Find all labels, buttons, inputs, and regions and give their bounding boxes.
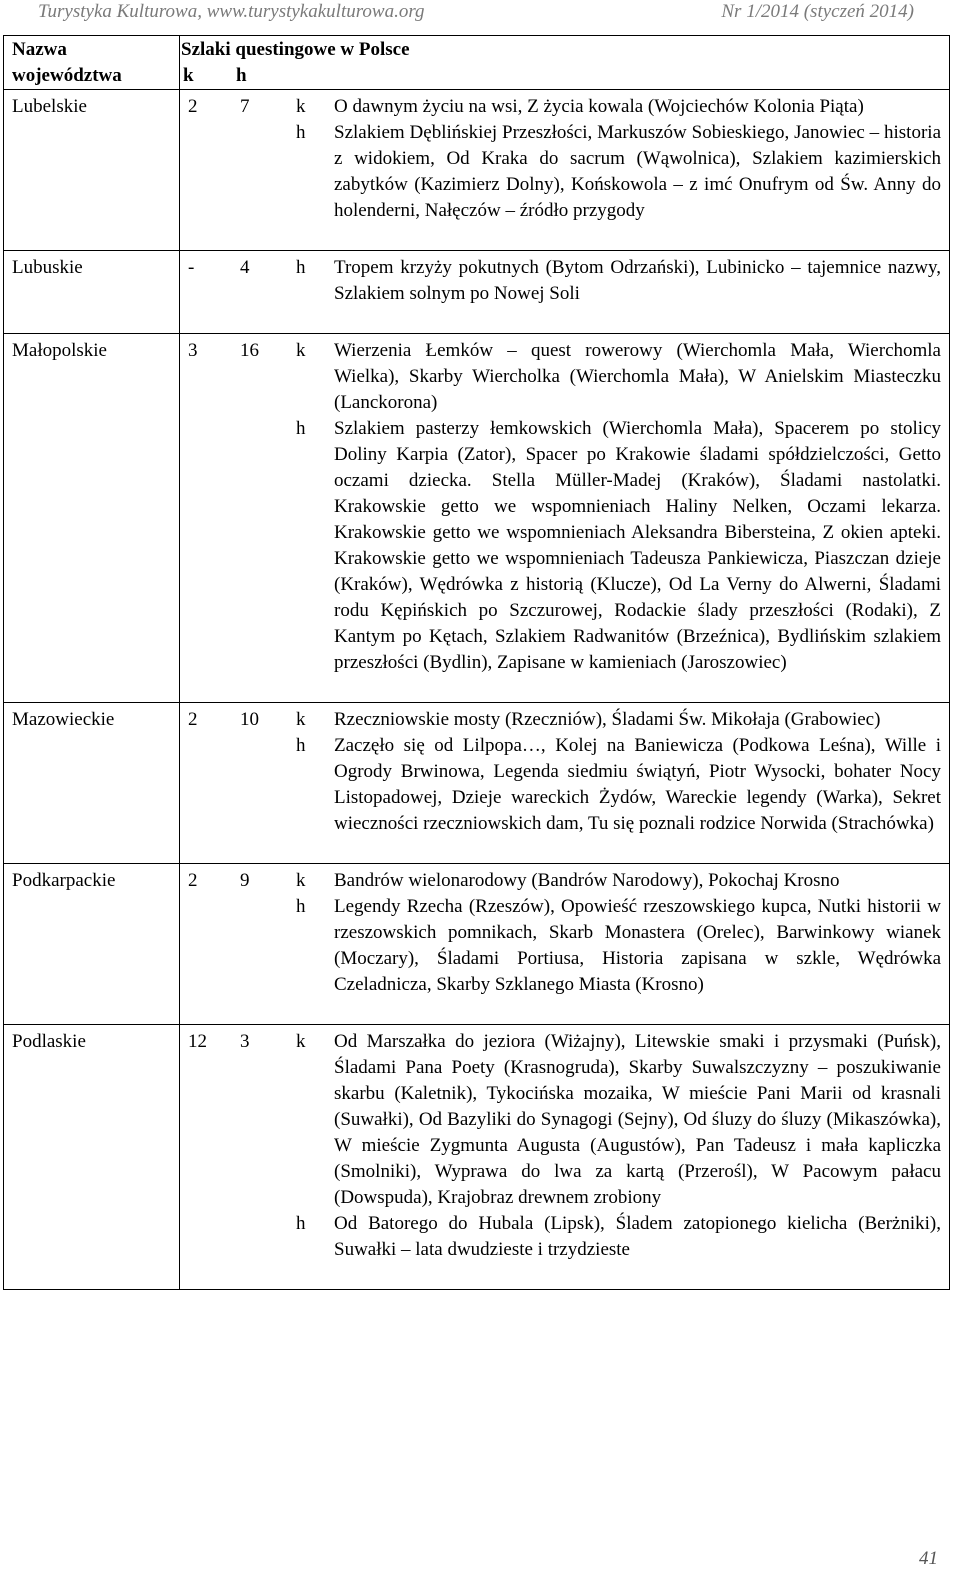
count-k: 2 [188, 870, 198, 891]
header-name-line1: Nazwa [12, 39, 67, 60]
header-title-cell [180, 36, 950, 90]
count-h: 7 [240, 96, 250, 117]
voivodeship-cell [4, 1025, 180, 1290]
trail-list-text: Legendy Rzecha (Rzeszów), Opowieść rzeszowskiego kupca, Nutki historii w rzeszowskich pomnikach, Skarb Monastera (Orelec), Barwinkowy wianek (Moczary), Śladami Portiusa, Historia zapisana w szkle, Wędrówka Czeladnicza, Skarby Szklanego Miasta (Krosno) [334, 896, 941, 995]
voivodeship-name: Podkarpackie [12, 870, 116, 891]
count-k: 2 [188, 96, 198, 117]
table-row [4, 703, 950, 864]
trail-list-text: Zaczęło się od Lilpopa…, Kolej na Baniewicza (Podkowa Leśna), Wille i Ogrody Brwinowa, Legenda siedmiu świątyń, Piotr Wysocki, bohater Nocy Listopadowej, Dzieje wareckich Żydów, Wareckie legendy (Warka), Sekret wieczności rzeczniowskich dam, Tu się poznali rodzice Norwida (Strachówka) [334, 735, 941, 834]
count-h: 16 [240, 340, 259, 361]
trail-list-text: Szlakiem pasterzy łemkowskich (Wierchomla Mała), Spacerem po stolicy Doliny Karpia (Zator), Spacer po Krakowie śladami spółdzielczości, Getto oczami dziecka. Stella Müller-Madej (Kraków), Śladami nastolatki. Krakowskie getto we wspomnieniach Haliny Nelken, Oczami lekarza. Krakowskie getto we wspomnieniach Aleksandra Bibersteina, Z okien apteki. Krakowskie getto we wspomnieniach Tadeusza Pankiewicza, Piaszczan dzieje (Kraków), Wędrówka z historią (Klucze), Od La Verny do Alwerni, Śladami rodu Kępińskich po Szczurowej, Rodackie ślady przeszłości (Rodaki), Z Kantym po Kętach, Szlakiem Radwanitów (Brzeźnica), Bydlińskim szlakiem przeszłości (Bydlin), Zapisane w kamieniach (Jaroszowiec) [334, 418, 941, 673]
quest-trails-table [3, 35, 950, 1290]
page-number: 41 [919, 1548, 938, 1569]
entry-type: h [296, 418, 306, 439]
trails-cell [180, 334, 950, 703]
voivodeship-cell [4, 703, 180, 864]
trail-list-text: Tropem krzyży pokutnych (Bytom Odrzański), Lubinicko – tajemnice nazwy, Szlakiem solnym po Nowej Soli [334, 257, 941, 304]
voivodeship-cell [4, 334, 180, 703]
table-row [4, 90, 950, 251]
voivodeship-cell [4, 90, 180, 251]
trail-list-text: Rzeczniowskie mosty (Rzeczniów), Śladami Św. Mikołaja (Grabowiec) [334, 709, 881, 730]
voivodeship-cell [4, 864, 180, 1025]
trails-cell [180, 1025, 950, 1290]
trail-entry [296, 733, 949, 837]
table-row [4, 251, 950, 334]
table-row [4, 864, 950, 1025]
trail-entry [296, 1029, 949, 1211]
entry-type: h [296, 257, 306, 278]
header-h-label: h [236, 65, 247, 86]
count-h: 9 [240, 870, 250, 891]
entry-type: h [296, 1213, 306, 1234]
entry-type: k [296, 709, 306, 730]
trail-entry [296, 868, 949, 894]
trail-list-text: O dawnym życiu na wsi, Z życia kowala (Wojciechów Kolonia Piąta) [334, 96, 864, 117]
entry-type: h [296, 735, 306, 756]
voivodeship-name: Mazowieckie [12, 709, 115, 730]
table-row [4, 334, 950, 703]
count-k: - [188, 257, 195, 278]
voivodeship-name: Małopolskie [12, 340, 107, 361]
entry-type: k [296, 340, 306, 361]
voivodeship-cell [4, 251, 180, 334]
table-row [4, 1025, 950, 1290]
entry-type: k [296, 96, 306, 117]
header-k-label: k [183, 65, 194, 86]
trails-cell [180, 864, 950, 1025]
count-h: 10 [240, 709, 259, 730]
entry-type: h [296, 122, 306, 143]
trails-cell [180, 251, 950, 334]
trail-list-text: Bandrów wielonarodowy (Bandrów Narodowy), Pokochaj Krosno [334, 870, 840, 891]
journal-title: Turystyka Kulturowa, www.turystykakulturowa.org [38, 1, 425, 22]
trail-list-text: Wierzenia Łemków – quest rowerowy (Wierchomla Mała, Wierchomla Wielka), Skarby Wiercholka (Wierchomla Mała), W Anielskim Miasteczku (Lanckorona) [334, 340, 941, 413]
trail-entry [296, 255, 949, 307]
count-k: 2 [188, 709, 198, 730]
entry-type: h [296, 896, 306, 917]
voivodeship-name: Lubelskie [12, 96, 87, 117]
trail-entry [296, 120, 949, 224]
trail-entry [296, 416, 949, 676]
entry-type: k [296, 1031, 306, 1052]
issue-number: Nr 1/2014 (styczeń 2014) [721, 1, 914, 22]
table-header-row [4, 36, 950, 90]
count-h: 3 [240, 1031, 250, 1052]
trail-list-text: Szlakiem Dęblińskiej Przeszłości, Markuszów Sobieskiego, Janowiec – historia z widokiem, Od Kraka do sacrum (Wąwolnica), Szlakiem kazimierskich zabytków (Kazimierz Dolny), Końskowola – z imć Onufrym od Św. Anny do holenderni, Nałęczów – źródło przygody [334, 122, 941, 221]
running-header [38, 0, 914, 26]
trail-list-text: Od Batorego do Hubala (Lipsk), Śladem zatopionego kielicha (Berżniki), Suwałki – lata dwudzieste i trzydzieste [334, 1213, 941, 1260]
count-k: 12 [188, 1031, 207, 1052]
trail-entry [296, 338, 949, 416]
trail-entry [296, 1211, 949, 1263]
header-voivodeship-cell [4, 36, 180, 90]
trails-cell [180, 90, 950, 251]
voivodeship-name: Lubuskie [12, 257, 83, 278]
trail-entry [296, 894, 949, 998]
trail-list-text: Od Marszałka do jeziora (Wiżajny), Litewskie smaki i przysmaki (Puńsk), Śladami Pana Poety (Krasnogruda), Skarby Suwalszczyzny – poszukiwanie skarbu (Kaletnik), Tykocińska mozaika, W mieście Pani Marii od krasnali (Suwałki), Od Bazyliki do Synagogi (Sejny), Od śluzy do śluzy (Mikaszówka), W mieście Zygmunta Augusta (Augustów), Pan Tadeusz i mała kapliczka (Smolniki), Wyprawa do lwa za kartą (Przerośl), W Pacowym pałacu (Dowspuda), Krajobraz drewnem zrobiony [334, 1031, 941, 1208]
trails-cell [180, 703, 950, 864]
trail-entry [296, 707, 949, 733]
count-k: 3 [188, 340, 198, 361]
trail-entry [296, 94, 949, 120]
header-name-line2: województwa [12, 65, 122, 86]
count-h: 4 [240, 257, 250, 278]
voivodeship-name: Podlaskie [12, 1031, 86, 1052]
table-title: Szlaki questingowe w Polsce [181, 39, 410, 60]
entry-type: k [296, 870, 306, 891]
